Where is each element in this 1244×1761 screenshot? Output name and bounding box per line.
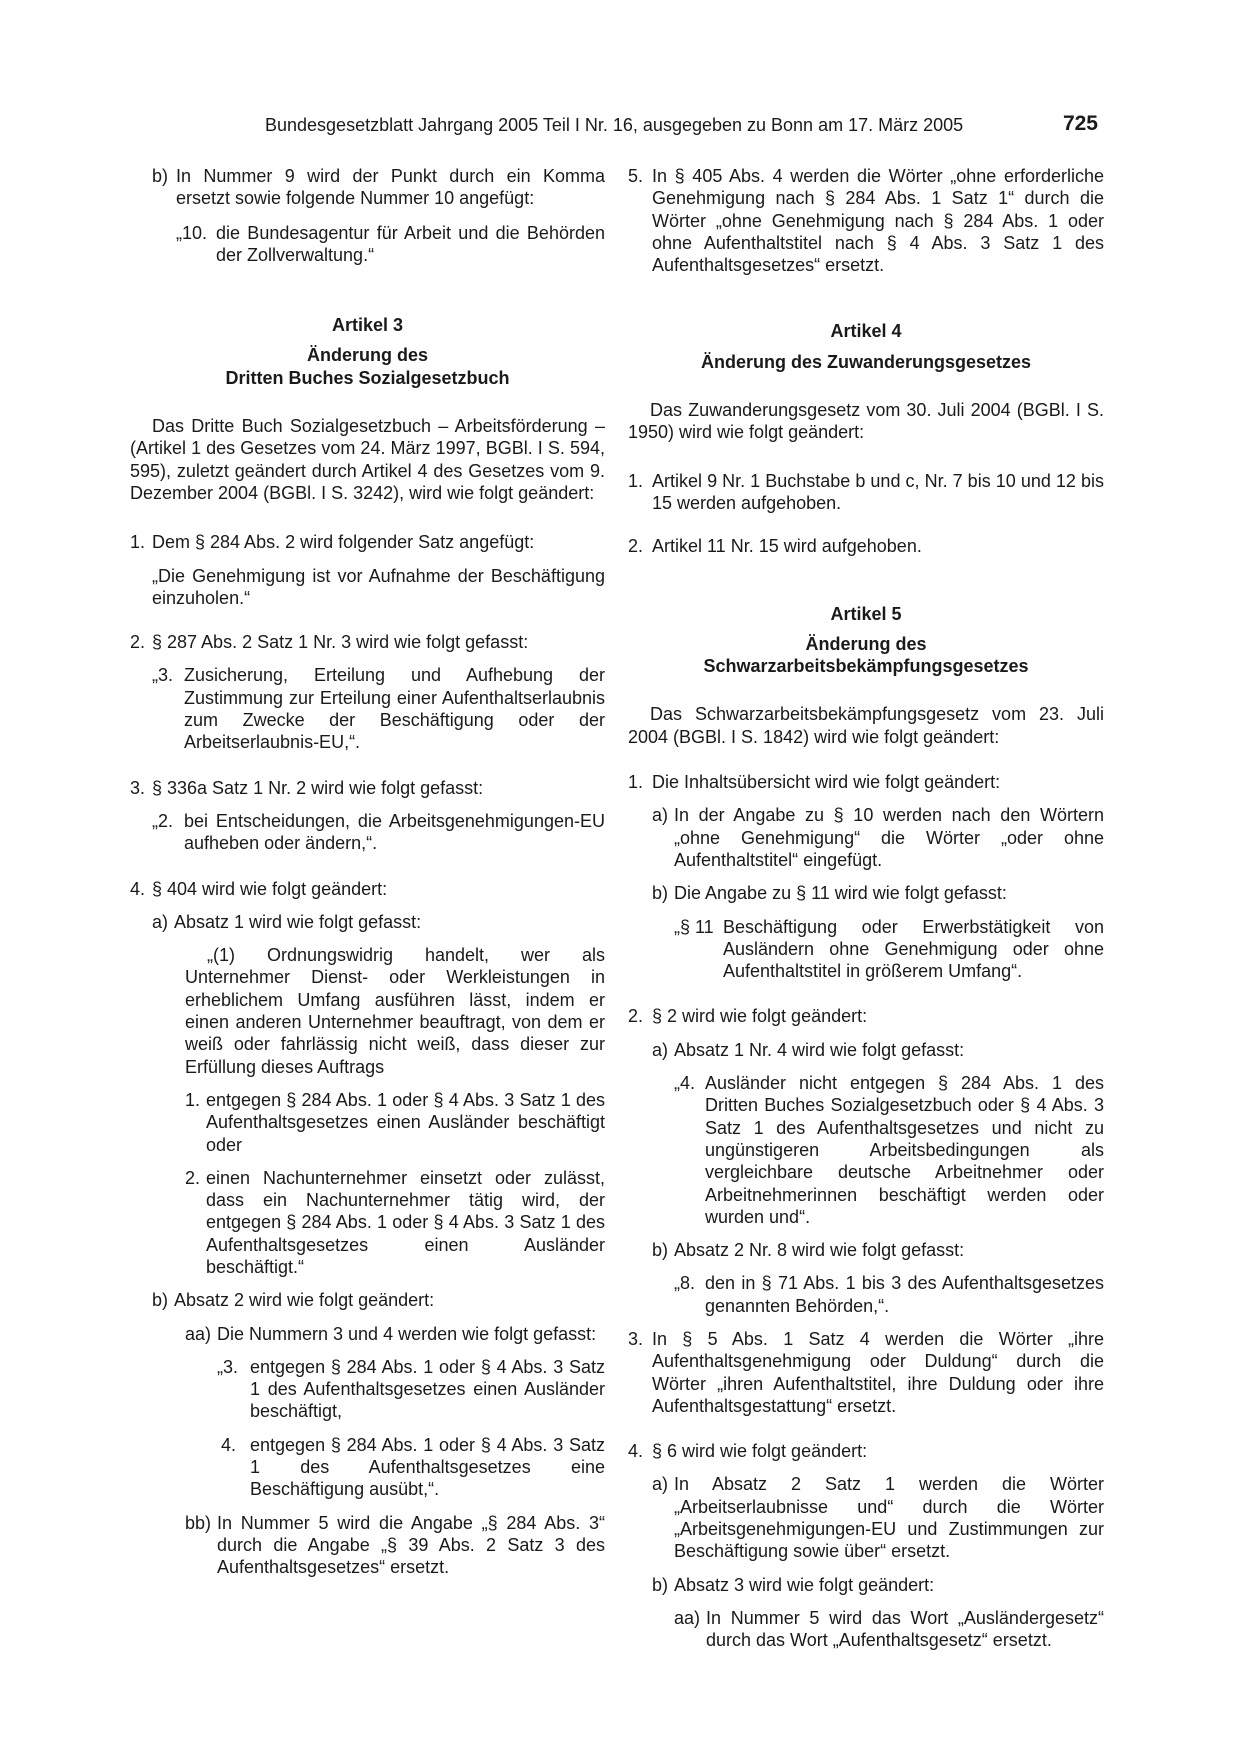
item-label: 1.: [628, 772, 644, 793]
article-5-item-2: [628, 1005, 1104, 1027]
item-label: 4.: [130, 878, 146, 899]
item-label: 2.: [628, 536, 644, 557]
header-text: Bundesgesetzblatt Jahrgang 2005 Teil I Nr. 16, ausgegeben zu Bonn am 17. März 2005: [265, 115, 964, 135]
item-text: entgegen § 284 Abs. 1 oder § 4 Abs. 3 Satz 1 des Aufenthaltsgesetzes einen Ausländer beschäftigt oder: [206, 1089, 605, 1155]
item-text: Artikel 9 Nr. 1 Buchstabe b und c, Nr. 7 bis 10 und 12 bis 15 werden aufgehoben.: [652, 470, 1104, 513]
article-5-item-1: [628, 771, 1104, 793]
item-text: entgegen § 284 Abs. 1 oder § 4 Abs. 3 Satz 1 des Aufenthaltsgesetzes einen Ausländer beschäftigt,: [250, 1356, 605, 1422]
article-5-item-4b-aa: [674, 1607, 1104, 1652]
quote-3: [152, 810, 605, 855]
item-text: bei Entscheidungen, die Arbeitsgenehmigungen-EU aufheben oder ändern,“.: [184, 810, 605, 854]
item-4a: [152, 911, 605, 933]
item-text: In § 405 Abs. 4 werden die Wörter „ohne erforderliche Genehmigung nach § 284 Abs. 1 Satz 1“ durch die Wörter „ohne Genehmigung nach § 284 Abs. 1 oder ohne Aufenthaltstitel nach § 4 Abs. 3 Satz 1 des Aufenthaltsgesetzes“ ersetzt.: [652, 166, 1104, 276]
article-5-item-1a: [652, 804, 1104, 871]
item-label: b): [652, 1574, 669, 1595]
article-5-item-2a: [652, 1039, 1104, 1061]
right-column: [628, 165, 1104, 1652]
item-label: a): [652, 1474, 669, 1495]
item-label: 2.: [130, 632, 146, 653]
article-4-item-1: [628, 470, 1104, 515]
item-text: Die Nummern 3 und 4 werden wie folgt gefasst:: [217, 1323, 597, 1344]
article-3-title: Artikel 3: [331, 315, 404, 336]
item-2: [130, 631, 605, 653]
item-label: „8.: [674, 1273, 696, 1294]
page-header: [0, 112, 1244, 142]
item-text: Beschäftigung oder Erwerbstätigkeit von Ausländern ohne Genehmigung oder ohne Aufenthaltstitel in größerem Umfang“.: [723, 916, 1104, 982]
item-text: In Nummer 9 wird der Punkt durch ein Komma ersetzt sowie folgende Nummer 10 angefügt:: [176, 166, 605, 209]
item-label: b): [652, 1240, 669, 1261]
item-text: einen Nachunternehmer einsetzt oder zulässt, dass ein Nachunternehmer tätig wird, der entgegen § 284 Abs. 1 oder § 4 Abs. 3 Satz 1 des Aufenthaltsgesetzes einen Ausländer beschäftigt.“: [206, 1167, 605, 1277]
item-label: 2.: [185, 1167, 201, 1188]
article-4-item-2: [628, 535, 1104, 557]
article-4-heading: Änderung des Zuwanderungsgesetzes: [700, 351, 1032, 372]
item-label: 3.: [628, 1328, 644, 1349]
item-text: Absatz 1 wird wie folgt gefasst:: [174, 911, 422, 932]
item-text: Die Angabe zu § 11 wird wie folgt gefasst:: [674, 883, 1007, 904]
item-text: den in § 71 Abs. 1 bis 3 des Aufenthaltsgesetzes genannten Behörden,“.: [705, 1273, 1104, 1316]
item-4: [130, 878, 605, 900]
article-5-item-4: [628, 1440, 1104, 1462]
article-4-intro: Das Zuwanderungsgesetz vom 30. Juli 2004 (BGBl. I S. 1950) wird wie folgt geändert:: [628, 400, 1104, 443]
item-text: Die Inhaltsübersicht wird wie folgt geändert:: [652, 772, 1001, 793]
item-label: b): [152, 166, 169, 186]
quote-2b-8: [674, 1272, 1104, 1317]
item-label: a): [152, 911, 169, 932]
item-label: 2.: [628, 1006, 644, 1027]
article-5-heading-line1: Änderung des: [805, 633, 927, 654]
item-label: 4.: [628, 1441, 644, 1462]
item-label: b): [152, 1290, 169, 1311]
article-5-item-4a: [652, 1473, 1104, 1562]
article-3-heading-line1: Änderung des: [306, 345, 428, 366]
item-4b: [152, 1289, 605, 1311]
article-5-item-3: [628, 1328, 1104, 1417]
item-label: a): [652, 805, 669, 826]
item-3: [130, 777, 605, 799]
item-label: 4.: [221, 1434, 237, 1455]
article-5-intro: Das Schwarzarbeitsbekämpfungsgesetz vom 23. Juli 2004 (BGBl. I S. 1842) wird wie folgt geändert:: [628, 704, 1104, 747]
page-number: 725: [1062, 112, 1098, 135]
article-3-intro: Das Dritte Buch Sozialgesetzbuch – Arbeitsförderung – (Artikel 1 des Gesetzes vom 24. März 1997, BGBl. I S. 594, 595), zuletzt geändert durch Artikel 4 des Gesetzes vom 9. Dezember 2004 (BGBl. I S. 3242), wird wie folgt geändert:: [130, 416, 605, 503]
article-5-item-1b: [652, 882, 1104, 904]
quote-4a: „(1) Ordnungswidrig handelt, wer als Unternehmer Dienst- oder Werkleistungen in erheblichem Umfang ausführen lässt, indem er einen anderen Unternehmer beauftragt, von dem er weiß oder fahrlässig nicht weiß, dass dieser zur Erfüllung dieses Auftrags: [185, 945, 605, 1077]
item-text: § 287 Abs. 2 Satz 1 Nr. 3 wird wie folgt gefasst:: [152, 632, 529, 653]
item-text: Absatz 2 Nr. 8 wird wie folgt gefasst:: [674, 1240, 965, 1261]
article-5-item-2b: [652, 1239, 1104, 1261]
item-label: „4.: [674, 1073, 696, 1094]
item-4b-bb: [185, 1512, 605, 1579]
item-label: a): [652, 1039, 669, 1060]
item-label: aa): [674, 1607, 701, 1628]
item-text: entgegen § 284 Abs. 1 oder § 4 Abs. 3 Satz 1 des Aufenthaltsgesetzes eine Beschäftigung ausübt,“.: [250, 1434, 605, 1500]
article-5-item-4b: [652, 1574, 1104, 1596]
item-text: Zusicherung, Erteilung und Aufhebung der Zustimmung zur Erteilung einer Aufenthaltserlaubnis zum Zwecke der Beschäftigung oder der Arbeitserlaubnis-EU,“.: [184, 665, 605, 753]
item-label: aa): [185, 1323, 212, 1344]
item-label: 3.: [130, 777, 146, 798]
item-text: In Nummer 5 wird das Wort „Ausländergesetz“ durch das Wort „Aufenthaltsgesetz“ ersetzt.: [706, 1607, 1104, 1651]
item-label: „§ 11: [674, 916, 714, 937]
quote-s11: [674, 916, 1104, 983]
item-text: § 2 wird wie folgt geändert:: [652, 1006, 868, 1027]
item-text: In § 5 Abs. 1 Satz 4 werden die Wörter „ihre Aufenthaltsgenehmigung oder Duldung“ durch die Wörter „ihren Aufenthaltstitel, ihre Duldung oder ihre Aufenthaltsgestattung“ ersetzt.: [652, 1328, 1104, 1416]
item-text: In Absatz 2 Satz 1 werden die Wörter „Arbeitserlaubnisse und“ durch die Wörter „Arbeitsgenehmigungen-EU und Zustimmungen zur Beschäftigung sowie über“ ersetzt.: [674, 1474, 1104, 1562]
item-label: 1.: [185, 1089, 201, 1110]
item-1: [130, 531, 605, 553]
quote-aa-4: [217, 1434, 605, 1501]
quote-4a-item-2: [185, 1167, 605, 1278]
item-label: „3.: [217, 1356, 239, 1377]
item-label: „10.: [176, 222, 208, 243]
item-label: 5.: [628, 166, 644, 186]
item-label: b): [652, 883, 669, 904]
item-text: Dem § 284 Abs. 2 wird folgender Satz angefügt:: [152, 532, 535, 553]
item-text: § 6 wird wie folgt geändert:: [652, 1441, 868, 1462]
item-label: „2.: [152, 810, 174, 831]
item-label: „3.: [152, 665, 174, 686]
item-label: bb): [185, 1512, 212, 1533]
item-4b-aa: [185, 1323, 605, 1345]
item-5: [628, 165, 1104, 276]
item-text: Ausländer nicht entgegen § 284 Abs. 1 des Dritten Buches Sozialgesetzbuch oder § 4 Abs. 3 Satz 1 des Aufenthaltsgesetzes und nicht zu ungünstigeren Arbeitsbedingungen als vergleichbare deutsche Arbeitnehmer oder Arbeitnehmerinnen beschäftigt werden oder wurden und“.: [705, 1073, 1104, 1227]
item-text: Artikel 11 Nr. 15 wird aufgehoben.: [652, 536, 922, 557]
item-text: § 336a Satz 1 Nr. 2 wird wie folgt gefasst:: [152, 777, 484, 798]
article-3-heading-line2: Dritten Buches Sozialgesetzbuch: [225, 367, 510, 388]
item-text: die Bundesagentur für Arbeit und die Behörden der Zollverwaltung.“: [216, 222, 605, 265]
quote-1: „Die Genehmigung ist vor Aufnahme der Beschäftigung einzuholen.“: [152, 565, 605, 608]
article-5-title: Artikel 5: [830, 603, 902, 624]
item-text: Absatz 2 wird wie folgt geändert:: [174, 1290, 435, 1311]
item-text: § 404 wird wie folgt geändert:: [152, 878, 388, 899]
item-text: In Nummer 5 wird die Angabe „§ 284 Abs. 3“ durch die Angabe „§ 39 Abs. 2 Satz 3 des Aufenthaltsgesetzes“ ersetzt.: [217, 1512, 605, 1578]
quote-aa-3: [217, 1356, 605, 1423]
left-column: [130, 165, 605, 1579]
quote-nr10: [176, 222, 605, 267]
item-text: Absatz 3 wird wie folgt geändert:: [674, 1574, 935, 1595]
item-label: 1.: [628, 470, 644, 491]
quote-4a-item-1: [185, 1089, 605, 1156]
item-text: In der Angabe zu § 10 werden nach den Wörtern „ohne Genehmigung“ die Wörter „oder ohne Aufenthaltstitel“ eingefügt.: [674, 805, 1104, 870]
article-4-title: Artikel 4: [830, 321, 902, 342]
item-label: 1.: [130, 532, 146, 553]
quote-2a-4: [674, 1072, 1104, 1228]
item-b: [152, 165, 605, 210]
article-5-heading-line2: Schwarzarbeitsbekämpfungsgesetzes: [703, 656, 1029, 677]
item-text: Absatz 1 Nr. 4 wird wie folgt gefasst:: [674, 1039, 965, 1060]
quote-2: [152, 664, 605, 753]
